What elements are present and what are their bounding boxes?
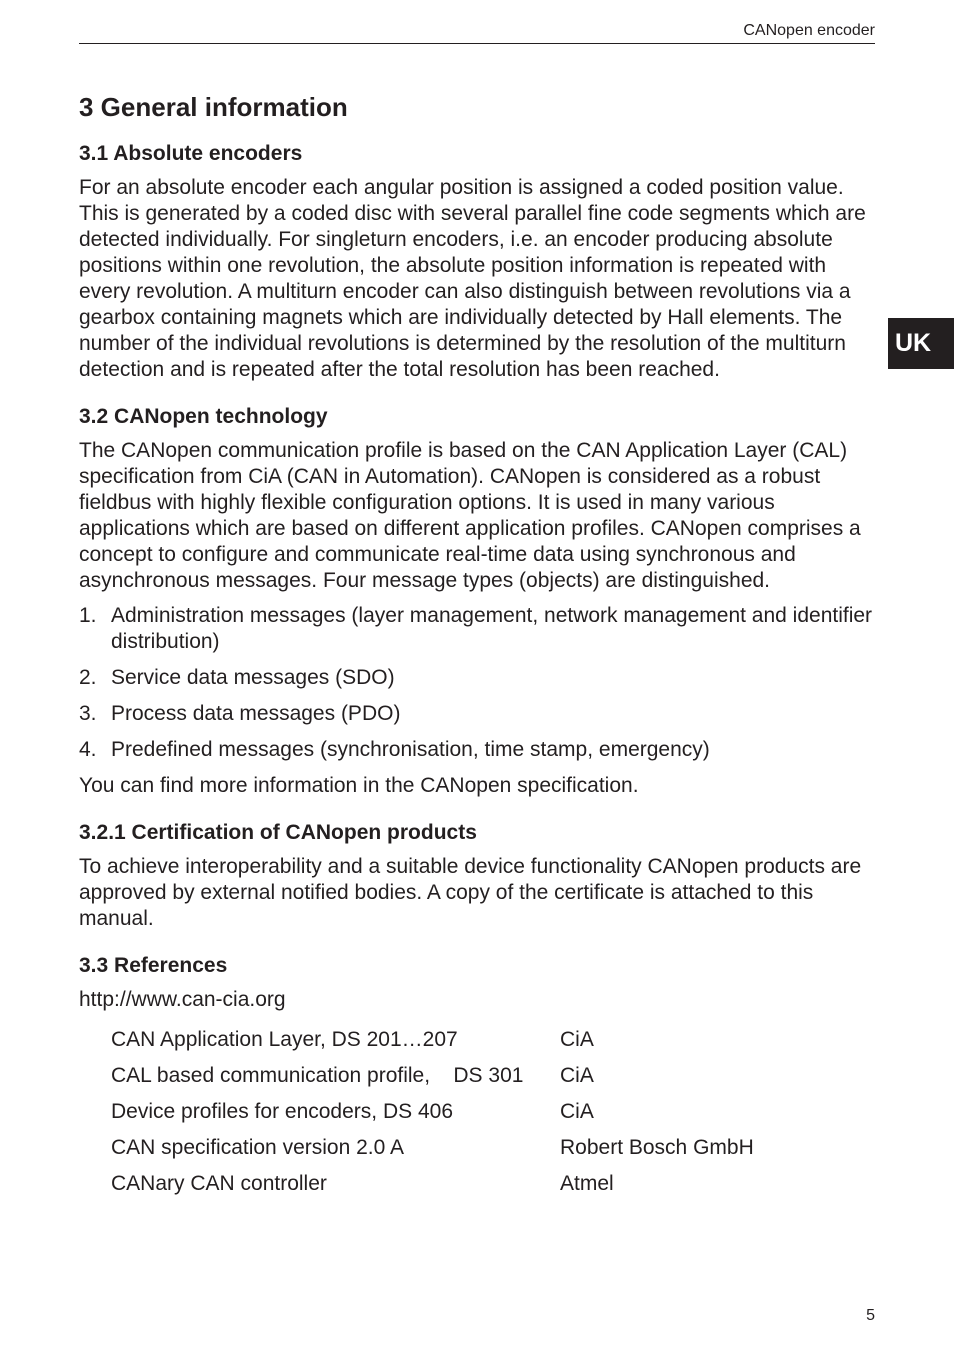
references-table (111, 1022, 754, 1202)
reference-source: Robert Bosch GmbH (560, 1136, 754, 1159)
table-row (111, 1058, 754, 1094)
section-heading-canopen-technology: 3.2 CANopen technology (79, 405, 328, 428)
reference-document: Device profiles for encoders, DS 406 (111, 1100, 453, 1123)
list-item (79, 603, 879, 655)
list-item-text: Process data messages (PDO) (111, 702, 401, 725)
list-item (79, 737, 879, 763)
section-heading-references: 3.3 References (79, 954, 228, 977)
table-row (111, 1166, 754, 1202)
page-number: 5 (866, 1307, 875, 1324)
reference-source: Atmel (560, 1172, 614, 1195)
list-item-number: 1. (79, 604, 97, 627)
list-item-text: Predefined messages (synchronisation, time stamp, emergency) (111, 738, 710, 761)
list-item (79, 701, 879, 727)
running-header (79, 22, 875, 44)
language-tab (888, 318, 954, 369)
list-item-text: Service data messages (SDO) (111, 666, 395, 689)
list-item (79, 665, 879, 691)
absolute-encoders-body: For an absolute encoder each angular position is assigned a coded position value. This is generated by a coded disc with several parallel fine code segments which are detected individually. For singleturn encoders, i.e. an encoder producing absolute positions within one revolution, the absolute position information is repeated with every revolution. A multiturn encoder can also distinguish between revolutions via a gearbox containing magnets which are individually detected by Hall elements. The number of the individual revolutions is determined by the resolution of the multiturn detection and is repeated after the total resolution has been reached. (79, 176, 866, 381)
canopen-technology-body: The CANopen communication profile is based on the CAN Application Layer (CAL) specification from CiA (CAN in Automation). CANopen is considered as a robust fieldbus with highly flexible configuration options. It is used in many various applications which are based on different application profiles. CANopen comprises a concept to configure and communicate real-time data using synchronous and asynchronous messages. Four message types (objects) are distinguished. (79, 439, 861, 592)
table-row (111, 1094, 754, 1130)
canopen-spec-note: You can find more information in the CANopen specification. (79, 774, 639, 797)
reference-document: CAL based communication profile, DS 301 (111, 1064, 524, 1087)
reference-source: CiA (560, 1028, 594, 1051)
table-row (111, 1022, 754, 1058)
table-row (111, 1130, 754, 1166)
section-heading-absolute-encoders: 3.1 Absolute encoders (79, 142, 303, 165)
reference-document: CANary CAN controller (111, 1172, 327, 1195)
certification-body: To achieve interoperability and a suitable device functionality CANopen products are approved by external notified bodies. A copy of the certificate is attached to this manual. (79, 855, 862, 930)
chapter-heading: 3 General information (79, 92, 348, 122)
header-title: CANopen encoder (743, 22, 875, 39)
list-item-number: 3. (79, 702, 97, 725)
list-item-text: Administration messages (layer management, network management and identifier distribution) (111, 604, 873, 653)
language-tab-label: UK (895, 329, 932, 357)
references-url: http://www.can-cia.org (79, 988, 286, 1011)
reference-source: CiA (560, 1064, 594, 1087)
list-item-number: 2. (79, 666, 97, 689)
section-heading-certification: 3.2.1 Certification of CANopen products (79, 821, 477, 844)
message-types-list (79, 603, 879, 763)
reference-document: CAN specification version 2.0 A (111, 1136, 404, 1159)
list-item-number: 4. (79, 738, 97, 761)
reference-document: CAN Application Layer, DS 201…207 (111, 1028, 458, 1051)
page-content (79, 90, 879, 1202)
reference-source: CiA (560, 1100, 594, 1123)
